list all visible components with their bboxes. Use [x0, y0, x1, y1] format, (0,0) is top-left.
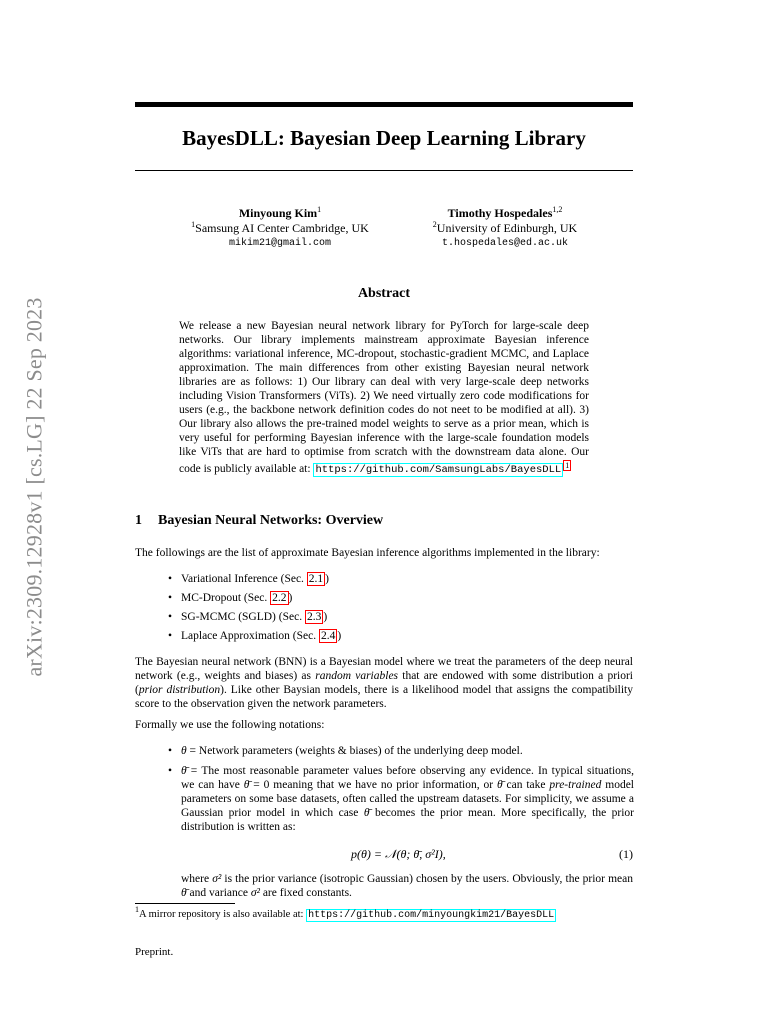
- footnote: [135, 905, 556, 923]
- footnote-text: A mirror repository is also available at:: [139, 909, 307, 920]
- theta-symbol: θ: [181, 745, 187, 757]
- arxiv-id-text: arXiv:2309.12928v1 [cs.LG] 22 Sep 2023: [22, 297, 48, 677]
- equation-explanation: where σ² is the prior variance (isotropic Gaussian) chosen by the users. Obviously, the prior mean θ̄ and variance σ² are fixed constants.: [181, 873, 633, 899]
- bullet-icon: •: [168, 630, 173, 642]
- bullet-icon: •: [168, 745, 173, 757]
- list-item: • θ̄ = The most reasonable parameter values before observing any evidence. In typical situations, we can have θ̄ = 0 meaning that we have no prior information, or θ̄ can take pre-trained model parameters on some base datasets, often called the upstream datasets. For simplicity, we assume a Gaussian prior model in which case θ̄ becomes the prior mean. More specifically, the prior distribution is written as:: [168, 765, 634, 833]
- affiliation-sup: 2: [432, 220, 437, 229]
- section-number: 1: [135, 513, 142, 528]
- author-name: Timothy Hospedales: [447, 206, 553, 220]
- author-name: Minyoung Kim: [238, 206, 318, 220]
- section-ref-link[interactable]: 2.2: [272, 592, 287, 604]
- abstract-heading: Abstract: [357, 286, 411, 301]
- section-ref-link[interactable]: 2.1: [308, 573, 324, 585]
- list-item: • SG-MCMC (SGLD) (Sec. 2.3 ): [168, 611, 328, 623]
- section-heading: [135, 513, 383, 529]
- author-sup: 1: [317, 205, 322, 214]
- code-repo-link[interactable]: https://github.com/SamsungLabs/BayesDLL: [315, 464, 562, 476]
- bullet-icon: •: [168, 765, 173, 777]
- equation-number: (1): [619, 847, 633, 861]
- list-item: • Laplace Approximation (Sec. 2.4 ): [168, 630, 342, 642]
- bnn-paragraph: The Bayesian neural network (BNN) is a Bayesian model where we treat the parameters of the deep neural network (e.g., weights and biases) as random variables that are endowed with some distribution a priori (prior distribution). Like other Baysian models, there is a likelihood model that assigns the compatibility score to the observation given the network parameters.: [135, 656, 634, 710]
- equation-text: p(θ) = 𝒩(θ; θ̄, σ²I),: [351, 847, 446, 861]
- footnote-mark: 1: [135, 905, 139, 914]
- footnote-ref-link[interactable]: 1: [565, 461, 570, 470]
- author-email: t.hospedales@ed.ac.uk: [441, 238, 569, 249]
- author-affiliation: Samsung AI Center Cambridge, UK: [195, 221, 369, 235]
- bullet-icon: •: [168, 573, 173, 585]
- mirror-repo-link[interactable]: https://github.com/minyoungkim21/BayesDLL: [308, 910, 555, 921]
- notation-intro: Formally we use the following notations:: [135, 719, 325, 731]
- author-email: mikim21@gmail.com: [228, 238, 332, 249]
- bullet-icon: •: [168, 592, 173, 604]
- title-top-rule: [135, 102, 633, 107]
- algorithm-list: [168, 572, 634, 648]
- author-block-1: [170, 206, 390, 251]
- affiliation-sup: 1: [191, 220, 196, 229]
- abstract-body: [179, 319, 589, 477]
- algorithms-intro: The followings are the list of approximate Bayesian inference algorithms implemented in the library:: [135, 547, 600, 559]
- abstract-text: We release a new Bayesian neural network library for PyTorch for large-scale deep networks. Our library implements mainstream approximate Bayesian inference algorithms: variational inference, MC-dropout, stochastic-gradient MCMC, and Laplace approximation. The main differences from other existing Bayesian neural network libraries are as follows: 1) Our library can deal with very large-scale deep networks including Vision Transformers (ViTs). 2) We need virtually zero code modifications for users (e.g., the backbone network definition codes do not neet to be modified at all). 3) Our library also allows the pre-trained model weights to serve as a prior mean, which is very useful for performing Bayesian inference with the large-scale foundation models like ViTs that are hard to optimise from scratch with the downstream data alone. Our code is publicly available at:: [179, 320, 589, 475]
- list-item: • θ = Network parameters (weights & biases) of the underlying deep model.: [168, 745, 523, 757]
- author-sup: 1,2: [552, 205, 563, 214]
- list-item: • MC-Dropout (Sec. 2.2 ): [168, 592, 293, 604]
- arxiv-side-stamp: [16, 272, 54, 702]
- footnote-rule: [135, 903, 235, 904]
- author-block-2: [390, 206, 620, 251]
- author-affiliation: University of Edinburgh, UK: [436, 221, 578, 235]
- preprint-label: Preprint.: [135, 946, 174, 958]
- list-item: • Variational Inference (Sec. 2.1 ): [168, 573, 330, 585]
- bullet-icon: •: [168, 611, 173, 623]
- equation-1: [181, 847, 633, 863]
- paper-title: BayesDLL: Bayesian Deep Learning Library: [182, 126, 586, 150]
- section-title: Bayesian Neural Networks: Overview: [158, 513, 384, 528]
- section-ref-link[interactable]: 2.4: [320, 630, 336, 642]
- section-ref-link[interactable]: 2.3: [306, 611, 322, 623]
- notation-list: [168, 744, 634, 840]
- title-bottom-rule: [135, 170, 633, 171]
